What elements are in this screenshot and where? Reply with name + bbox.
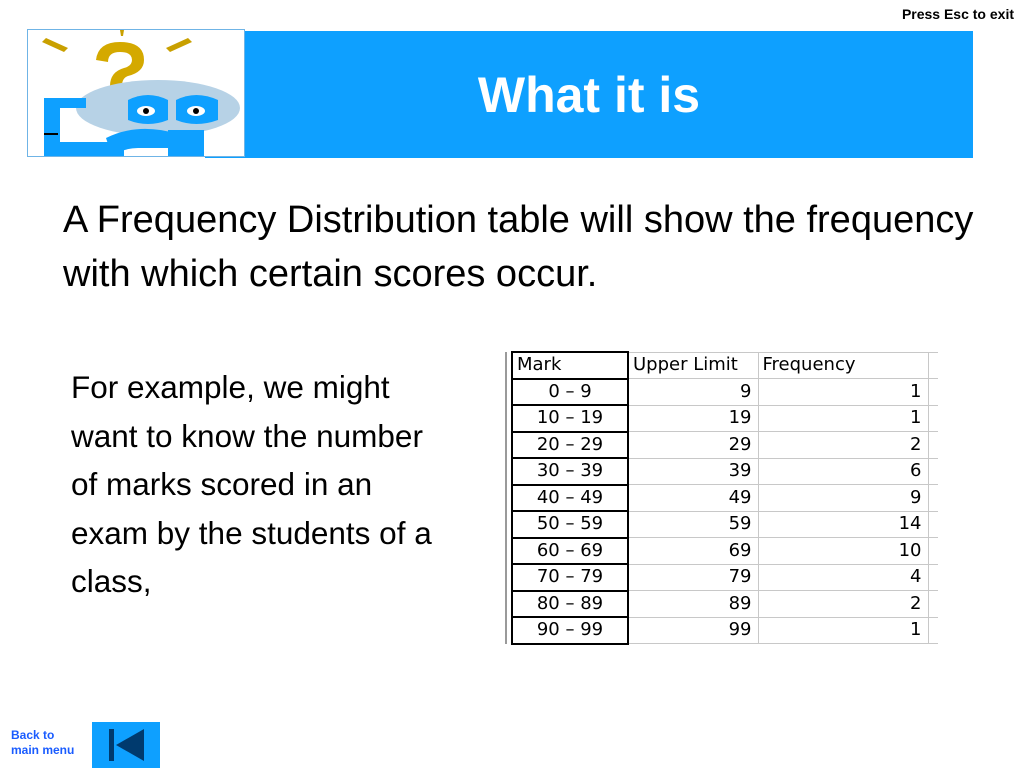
cell-pad xyxy=(928,617,938,644)
cell-mark: 50 – 59 xyxy=(512,511,628,538)
cell-mark: 60 – 69 xyxy=(512,538,628,565)
cell-upper-limit: 49 xyxy=(628,485,758,512)
back-label-line2: main menu xyxy=(11,743,75,757)
table-row xyxy=(506,485,938,512)
cell-frequency: 1 xyxy=(758,405,928,432)
cell-mark: 0 – 9 xyxy=(512,379,628,406)
header-mark: Mark xyxy=(512,352,628,379)
frequency-table xyxy=(505,351,938,645)
cell-upper-limit: 59 xyxy=(628,511,758,538)
cell-pad xyxy=(928,538,938,565)
cell-mark: 90 – 99 xyxy=(512,617,628,644)
table-row xyxy=(506,432,938,459)
cell-mark: 10 – 19 xyxy=(512,405,628,432)
cell-mark: 70 – 79 xyxy=(512,564,628,591)
table-row xyxy=(506,617,938,644)
cell-upper-limit: 69 xyxy=(628,538,758,565)
header-upper-limit: Upper Limit xyxy=(628,352,758,379)
cell-pad xyxy=(928,511,938,538)
cell-upper-limit: 29 xyxy=(628,432,758,459)
cell-pad xyxy=(928,458,938,485)
question-face-icon xyxy=(28,30,244,156)
cell-frequency: 9 xyxy=(758,485,928,512)
header-frequency: Frequency xyxy=(758,352,928,379)
cell-upper-limit: 9 xyxy=(628,379,758,406)
table-row xyxy=(506,458,938,485)
cell-frequency: 4 xyxy=(758,564,928,591)
table-header-row xyxy=(506,352,938,379)
page-title: What it is xyxy=(477,67,701,123)
cell-upper-limit: 39 xyxy=(628,458,758,485)
cell-frequency: 2 xyxy=(758,432,928,459)
cell-pad xyxy=(928,564,938,591)
cell-frequency: 1 xyxy=(758,379,928,406)
cell-pad xyxy=(928,352,938,379)
exit-hint: Press Esc to exit xyxy=(901,6,1014,22)
cell-mark: 80 – 89 xyxy=(512,591,628,618)
table-row xyxy=(506,379,938,406)
cell-frequency: 1 xyxy=(758,617,928,644)
table-row xyxy=(506,405,938,432)
cell-pad xyxy=(928,591,938,618)
cell-frequency: 14 xyxy=(758,511,928,538)
cell-frequency: 6 xyxy=(758,458,928,485)
cell-pad xyxy=(928,432,938,459)
cell-upper-limit: 99 xyxy=(628,617,758,644)
cell-pad xyxy=(928,405,938,432)
logo xyxy=(27,29,245,157)
table-row xyxy=(506,564,938,591)
example-text: For example, we might want to know the number of marks scored in an exam by the students of a class, xyxy=(71,369,432,600)
cell-frequency: 10 xyxy=(758,538,928,565)
table-row xyxy=(506,591,938,618)
cell-pad xyxy=(928,485,938,512)
intro-text: A Frequency Distribution table will show the frequency with which certain scores occur. xyxy=(63,199,974,295)
back-label-line1: Back to xyxy=(11,728,55,742)
cell-frequency: 2 xyxy=(758,591,928,618)
cell-mark: 20 – 29 xyxy=(512,432,628,459)
cell-upper-limit: 89 xyxy=(628,591,758,618)
cell-mark: 30 – 39 xyxy=(512,458,628,485)
skip-back-icon xyxy=(92,722,160,768)
cell-upper-limit: 79 xyxy=(628,564,758,591)
table-row xyxy=(506,511,938,538)
back-to-main-menu-label[interactable] xyxy=(11,728,74,758)
cell-mark: 40 – 49 xyxy=(512,485,628,512)
cell-upper-limit: 19 xyxy=(628,405,758,432)
table-row xyxy=(506,538,938,565)
frequency-table-container xyxy=(505,351,938,645)
back-to-main-menu-button[interactable] xyxy=(92,722,160,768)
cell-pad xyxy=(928,379,938,406)
